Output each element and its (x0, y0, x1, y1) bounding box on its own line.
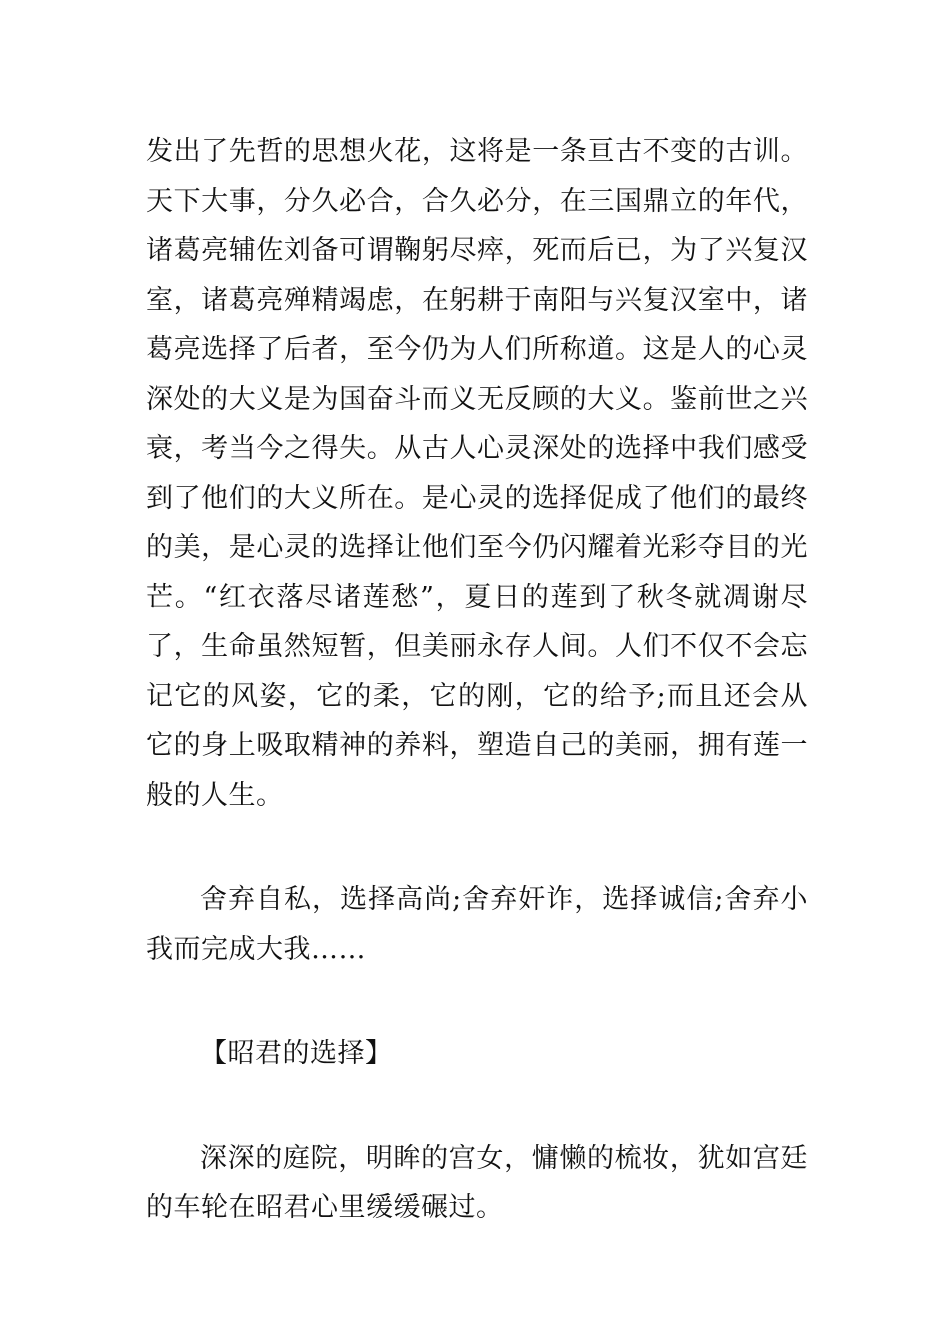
paragraph-choices: 舍弃自私，选择高尚;舍弃奸诈，选择诚信;舍弃小我而完成大我…… (146, 884, 808, 965)
paragraph-zhuge-liang: 发出了先哲的思想火花，这将是一条亘古不变的古训。天下大事，分久必合，合久必分，在三国鼎立的年代，诸葛亮辅佐刘备可谓鞠躬尽瘁，死而后已，为了兴复汉室，诸葛亮殚精竭虑，在躬耕于南阳与兴复汉室中，诸葛亮选择了后者，至今仍为人们所称道。这是人的心灵深处的大义是为国奋斗而义无反顾的大义。鉴前世之兴衰，考当今之得失。从古人心灵深处的选择中我们感受到了他们的大义所在。是心灵的选择促成了他们的最终的美，是心灵的选择让他们至今仍闪耀着光彩夺目的光芒。“红衣落尽诸莲愁”，夏日的莲到了秋冬就凋谢尽了，生命虽然短暂，但美丽永存人间。人们不仅不会忘记它的风姿，它的柔，它的刚，它的给予;而且还会从它的身上吸取精神的养料，塑造自己的美丽，拥有莲一般的人生。 (146, 136, 808, 811)
section-heading: 【昭君的选择】 (200, 1038, 393, 1069)
document-page (146, 127, 808, 1233)
paragraph-zhaojun: 深深的庭院，明眸的宫女，慵懒的梳妆，犹如宫廷的车轮在昭君心里缓缓碾过。 (146, 1142, 808, 1223)
